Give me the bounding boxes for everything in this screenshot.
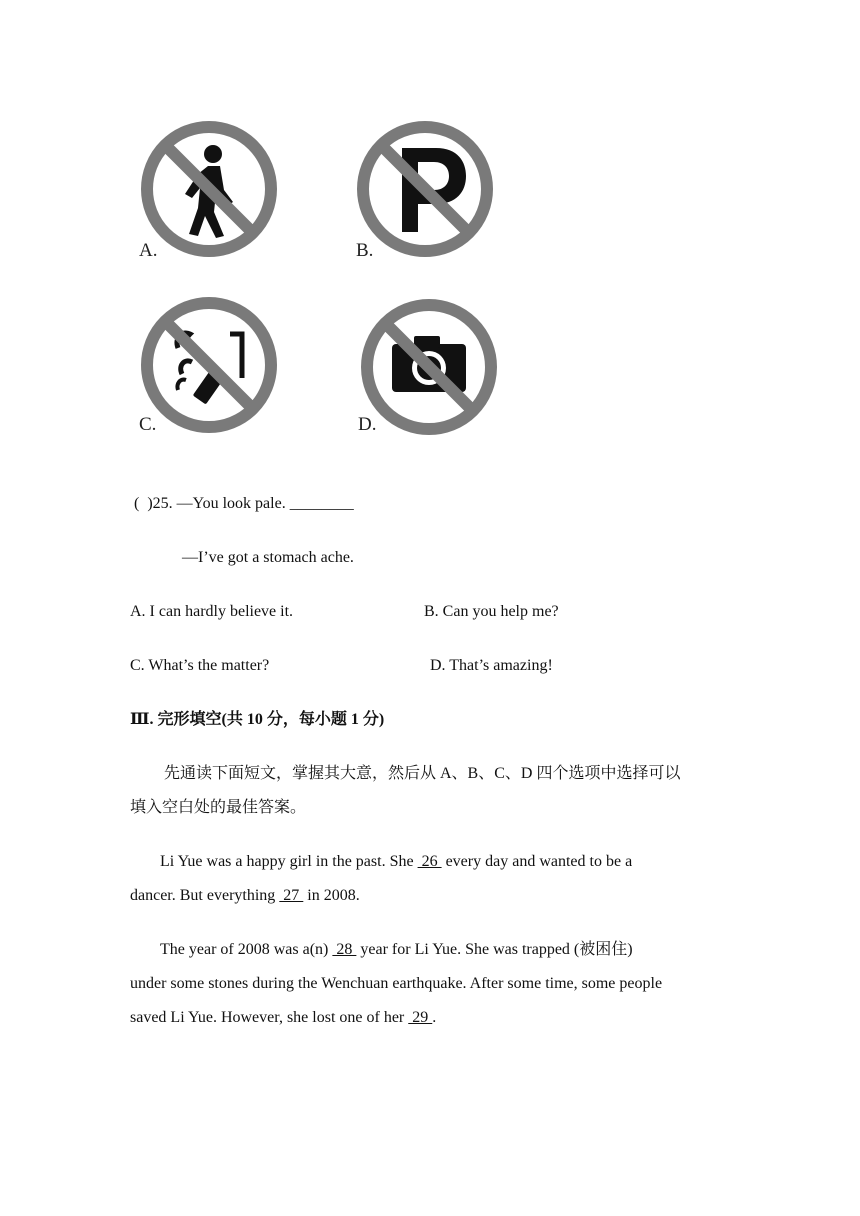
sign-no-photography	[358, 296, 500, 438]
section-instruction-line2: 填入空白处的最佳答案。	[130, 799, 307, 816]
sign-no-parking	[354, 118, 496, 260]
no-parking-icon	[354, 118, 496, 260]
no-smoking-icon	[138, 294, 280, 436]
no-photography-icon	[358, 296, 500, 438]
passage-text: saved Li Yue. However, she lost one of her	[130, 1009, 409, 1026]
passage-text: Li Yue was a happy girl in the past. She	[160, 853, 418, 870]
passage-p2-line2: under some stones during the Wenchuan earthquake. After some time, some people	[130, 975, 663, 992]
passage-text: .	[432, 1009, 437, 1026]
blank-29: 29	[408, 1009, 433, 1026]
question-25-reply: —I’ve got a stomach ache.	[182, 549, 354, 566]
passage-text: The year of 2008 was a(n)	[160, 941, 333, 958]
option-d: D. That’s amazing!	[430, 657, 553, 674]
passage-p1-line1	[160, 852, 632, 872]
option-a: A. I can hardly believe it.	[130, 603, 294, 620]
section-instruction-line1: 先通读下面短文，掌握其大意，然后从 A、B、C、D 四个选项中选择可以	[164, 765, 681, 782]
passage-p1-line2	[130, 886, 360, 906]
sign-no-walking	[138, 118, 280, 260]
passage-text: in 2008.	[303, 887, 360, 904]
answer-blank: ________	[289, 495, 354, 512]
sign-no-smoking	[138, 294, 280, 436]
blank-26: 26	[417, 853, 442, 870]
blank-27: 27	[279, 887, 304, 904]
no-walking-icon	[138, 118, 280, 260]
sign-label-d: D.	[358, 414, 377, 435]
sign-label-c: C.	[139, 414, 157, 435]
blank-28: 28	[332, 941, 357, 958]
passage-p2-line3	[130, 1008, 436, 1028]
passage-p2-line1	[160, 940, 633, 960]
passage-text: year for Li Yue. She was trapped (被困住)	[356, 941, 633, 958]
section-title: Ⅲ. 完形填空(共 10 分，每小题 1 分)	[130, 711, 385, 728]
option-c: C. What’s the matter?	[130, 657, 270, 674]
passage-text: every day and wanted to be a	[441, 853, 633, 870]
passage-text: dancer. But everything	[130, 887, 280, 904]
question-text: —You look pale.	[176, 495, 286, 512]
question-25-prompt	[134, 494, 354, 514]
question-number: ( )25.	[134, 495, 173, 512]
sign-label-a: A.	[139, 240, 158, 261]
option-b: B. Can you help me?	[424, 603, 559, 620]
sign-label-b: B.	[356, 240, 374, 261]
